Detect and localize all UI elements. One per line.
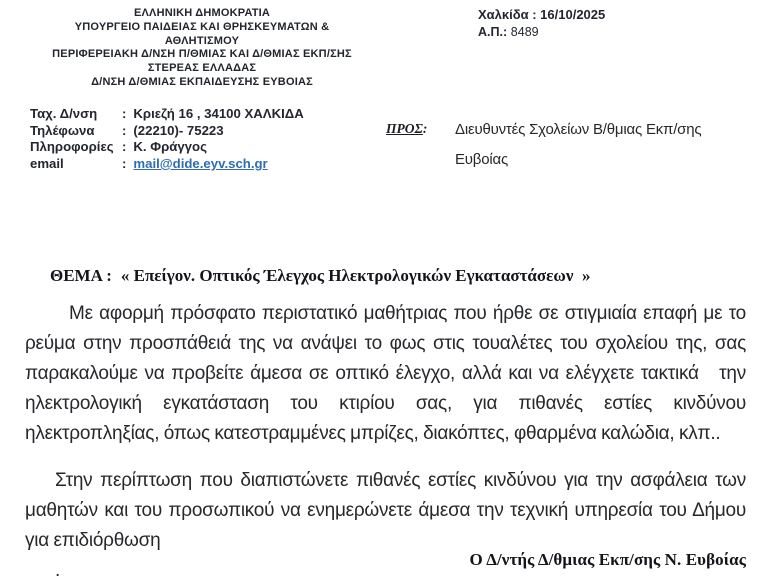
city-date: Χαλκίδα : 16/10/2025 <box>478 7 606 22</box>
contact-value-phone: (22210)- 75223 <box>133 122 224 138</box>
letterhead-line: ΑΘΛΗΤΙΣΜΟΥ <box>164 34 240 47</box>
contact-block <box>30 106 304 172</box>
letterhead <box>36 7 368 90</box>
recipient-block <box>455 115 725 175</box>
contact-label: email <box>30 155 64 171</box>
body-paragraph: Με αφορμή πρόσφατο περιστατικό μαθήτριας που ήρθε σε στιγμιαία επαφή με το ρεύμα στην προσπάθειά της να ανάψει το φως στις τουαλέτες του σχολείου της, σας παρακαλούμε να προβείτε άμεσα σε οπτικό έλεγχο, αλλά και να ελέγχετε τακτικά την ηλεκτρολογική εγκατάσταση του κτιρίου σας, για πιθανές εστίες κινδύνου ηλεκτροπληξίας, όπως κατεστραμμένες μπρίζες, διακόπτες, φθαρμένα καλώδια, κλπ.. <box>25 303 751 444</box>
contact-colon: : <box>122 106 127 121</box>
contact-value-info: Κ. Φράγγος <box>133 139 207 155</box>
letterhead-line: ΣΤΕΡΕΑΣ ΕΛΛΑΔΑΣ <box>147 62 257 75</box>
recipient-line: Διευθυντές Σχολείων Β/θμιας Εκπ/σης <box>455 121 702 138</box>
contact-colon: : <box>122 155 127 171</box>
reference-block <box>478 7 605 40</box>
contact-label: Τηλέφωνα <box>30 122 95 138</box>
letterhead-line: ΠΕΡΙΦΕΡΕΙΑΚΗ Δ/ΝΣΗ Π/ΘΜΙΑΣ ΚΑΙ Δ/ΘΜΙΑΣ ΕΚΠ/ΣΗΣ <box>52 48 352 61</box>
recipient-label-colon: : <box>422 121 428 136</box>
letterhead-line: ΥΠΟΥΡΓΕΙΟ ΠΑΙΔΕΙΑΣ ΚΑΙ ΘΡΗΣΚΕΥΜΑΤΩΝ & <box>74 20 330 33</box>
letterhead-line: Δ/ΝΣΗ Δ/ΘΜΙΑΣ ΕΚΠΑΙΔΕΥΣΗΣ ΕΥΒΟΙΑΣ <box>91 75 313 88</box>
contact-value-address: Κριεζή 16 , 34100 ΧΑΛΚΙΔΑ <box>133 106 304 121</box>
contact-colon: : <box>122 122 127 138</box>
recipient-label <box>386 121 427 137</box>
contact-label: Πληροφορίες <box>30 139 114 155</box>
protocol-label: Α.Π.: <box>478 24 508 39</box>
letter-body <box>25 299 751 578</box>
body-paragraph: Στην περίπτωση που διαπιστώνετε πιθανές εστίες κινδύνου για την ασφάλεια των μαθητών και του προσωπικού να ενημερώνετε άμεσα την τεχνική υπηρεσία του Δήμου για επιδιόρθωση <box>25 470 751 551</box>
recipient-line: Ευβοίας <box>455 151 509 168</box>
contact-row-phone <box>30 123 304 140</box>
contact-colon: : <box>122 139 127 155</box>
subject-text: « Επείγον. Οπτικός Έλεγχος Ηλεκτρολογικών Εγκαταστάσεων » <box>120 266 591 285</box>
letterhead-line: ΕΛΛΗΝΙΚΗ ΔΗΜΟΚΡΑΤΙΑ <box>133 7 271 19</box>
protocol-number: 8489 <box>510 24 539 39</box>
signature-line: Ο Δ/ντής Δ/θμιας Εκπ/σης Ν. Ευβοίας <box>469 550 746 569</box>
contact-row-email <box>30 156 304 173</box>
recipient-label-text: ΠΡΟΣ <box>386 121 423 136</box>
protocol-line <box>478 24 605 41</box>
trailing-period: . <box>55 560 61 578</box>
contact-row-address <box>30 106 304 123</box>
contact-row-info <box>30 139 304 156</box>
email-link[interactable]: mail@dide.eyv.sch.gr <box>133 155 268 171</box>
contact-label: Ταχ. Δ/νση <box>30 106 98 121</box>
subject-label: ΘΕΜΑ : <box>50 266 112 285</box>
